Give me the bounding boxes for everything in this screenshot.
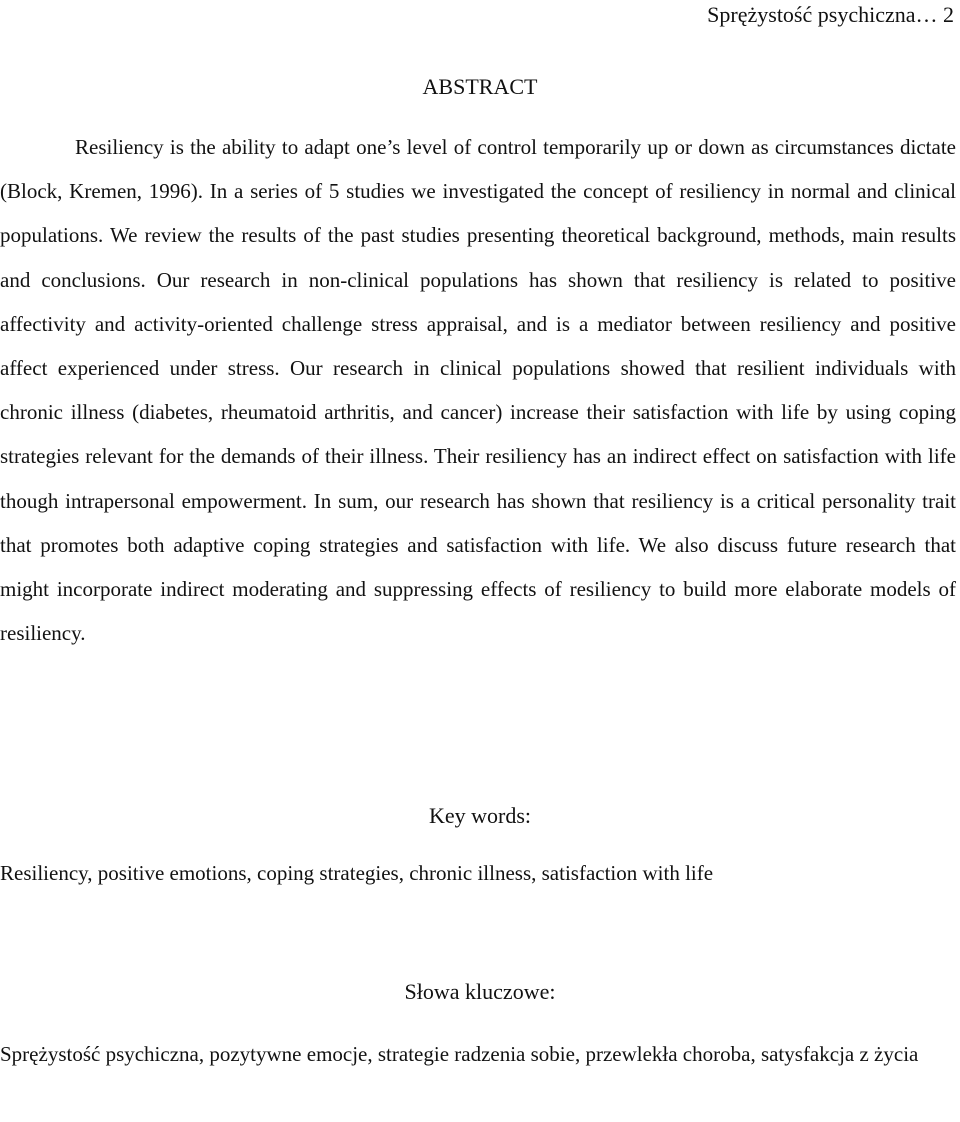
running-head: Sprężystość psychiczna… 2 bbox=[707, 2, 954, 27]
keywords-list: Resiliency, positive emotions, coping strategies, chronic illness, satisfaction with life bbox=[0, 861, 714, 885]
abstract-heading: ABSTRACT bbox=[422, 74, 538, 99]
abstract-body: Resiliency is the ability to adapt one’s level of control temporarily up or down as circumstances dictate (Block, Kremen, 1996). In a series of 5 studies we investigated the concept of resiliency in normal and clinical populations. We review the results of the past studies presenting theoretical background, methods, main results and conclusions. Our research in non-clinical populations has shown that resiliency is related to positive affectivity and activity-oriented challenge stress appraisal, and is a mediator between resiliency and positive affect experienced under stress. Our research in clinical populations showed that resilient individuals with chronic illness (diabetes, rheumatoid arthritis, and cancer) increase their satisfaction with life by using coping strategies relevant for the demands of their illness. Their resiliency has an indirect effect on satisfaction with life though intrapersonal empowerment. In sum, our research has shown that resiliency is a critical personality trait that promotes both adaptive coping strategies and satisfaction with life. We also discuss future research that might incorporate indirect moderating and suppressing effects of resiliency to build more elaborate models of resiliency. bbox=[0, 135, 956, 646]
polish-keywords-list: Sprężystość psychiczna, pozytywne emocje, strategie radzenia sobie, przewlekła choroba, satysfakcja z życia bbox=[0, 1042, 919, 1066]
keywords-heading: Key words: bbox=[428, 803, 532, 828]
polish-keywords-heading: Słowa kluczowe: bbox=[404, 979, 556, 1004]
